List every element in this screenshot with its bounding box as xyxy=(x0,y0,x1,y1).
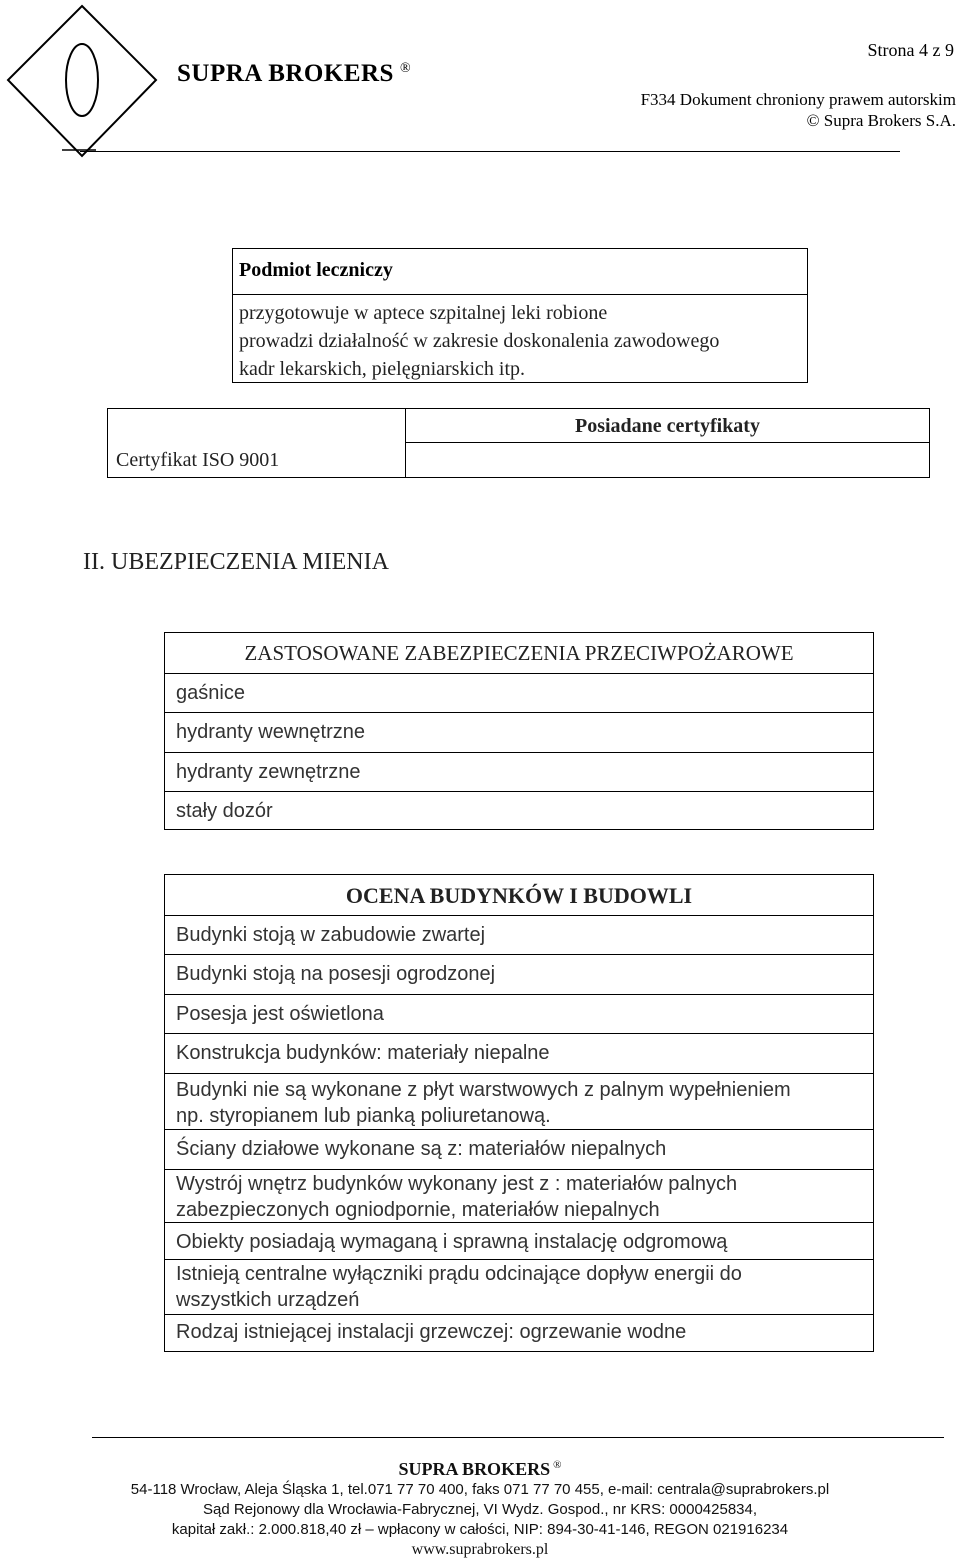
certyfikaty-table xyxy=(107,408,930,478)
ocena-line: Wystrój wnętrz budynków wykonany jest z : materiałów palnych xyxy=(176,1173,738,1195)
ocena-item xyxy=(165,994,873,1033)
certyfikaty-header: Posiadane certyfikaty xyxy=(406,409,929,443)
ocena-line: Budynki stoją w zabudowie zwartej xyxy=(176,924,486,946)
ocena-line: Konstrukcja budynków: materiały niepalne xyxy=(176,1042,550,1064)
podmiot-line: przygotowuje w aptece szpitalnej leki robione xyxy=(239,302,608,324)
certyfikat-cell xyxy=(108,409,406,477)
registered-mark: ® xyxy=(553,1459,562,1471)
footer-capital-info: kapitał zakł.: 2.000.818,40 zł – wpłacony w całości, NIP: 894-30-41-146, REGON 021916234 xyxy=(171,1521,789,1538)
footer-brand: SUPRA BROKERS ® xyxy=(398,1459,562,1479)
podmiot-line: prowadzi działalność w zakresie doskonalenia zawodowego xyxy=(239,330,720,352)
footer-website-link[interactable]: www.suprabrokers.pl xyxy=(411,1541,549,1558)
footer-divider xyxy=(92,1437,944,1438)
ocena-item xyxy=(165,1033,873,1073)
ocena-line: Rodzaj istniejącej instalacji grzewczej: ogrzewanie wodne xyxy=(176,1321,687,1343)
ocena-item xyxy=(165,1169,873,1222)
ocena-item xyxy=(165,1314,873,1350)
ocena-header: OCENA BUDYNKÓW I BUDOWLI xyxy=(345,883,693,908)
footer-address: 54-118 Wrocław, Aleja Śląska 1, tel.071 77 70 400, faks 071 77 70 455, e-mail: centrala@suprabrokers.pl xyxy=(130,1481,830,1498)
ocena-line: Budynki nie są wykonane z płyt warstwowych z palnym wypełnieniem xyxy=(176,1079,791,1101)
copyright-notice: F334 Dokument chroniony prawem autorskim xyxy=(640,90,956,109)
zabezpieczenia-item: hydranty zewnętrzne xyxy=(165,752,873,792)
ocena-line: Obiekty posiadają wymaganą i sprawną instalację odgromową xyxy=(176,1231,728,1253)
footer-court-registration: Sąd Rejonowy dla Wrocławia-Fabrycznej, VI Wydz. Gospod., nr KRS: 0000425834, xyxy=(202,1501,758,1518)
ocena-item xyxy=(165,915,873,954)
header-brand: SUPRA BROKERS ® xyxy=(177,60,412,87)
podmiot-table xyxy=(232,248,808,383)
ocena-line: Posesja jest oświetlona xyxy=(176,1003,384,1025)
header-divider xyxy=(80,151,900,152)
zabezpieczenia-header: ZASTOSOWANE ZABEZPIECZENIA PRZECIWPOŻAROWE xyxy=(244,641,794,665)
section-title: II. UBEZPIECZENIA MIENIA xyxy=(83,549,389,575)
ocena-item xyxy=(165,1129,873,1169)
copyright-owner: © Supra Brokers S.A. xyxy=(806,111,956,130)
zabezpieczenia-item: gaśnice xyxy=(165,673,873,713)
ocena-item xyxy=(165,1222,873,1259)
ocena-line: Ściany działowe wykonane są z: materiałów niepalnych xyxy=(176,1138,667,1160)
zabezpieczenia-table xyxy=(164,632,874,830)
certyfikaty-header-cell xyxy=(406,409,929,477)
ocena-line: Budynki stoją na posesji ogrodzonej xyxy=(176,963,496,985)
ocena-line: Istnieją centralne wyłączniki prądu odcinające dopływ energii do xyxy=(176,1263,742,1285)
registered-mark: ® xyxy=(399,60,412,76)
podmiot-details xyxy=(233,294,807,382)
zabezpieczenia-item: stały dozór xyxy=(165,791,873,829)
ocena-item xyxy=(165,954,873,994)
certyfikat-value: Certyfikat ISO 9001 xyxy=(116,449,280,471)
zabezpieczenia-item: hydranty wewnętrzne xyxy=(165,712,873,752)
podmiot-line: kadr lekarskich, pielęgniarskich itp. xyxy=(239,358,526,380)
ocena-line: zabezpieczonych ogniodpornie, materiałów niepalnych xyxy=(176,1199,660,1221)
ocena-line: wszystkich urządzeń xyxy=(176,1289,360,1311)
ocena-line: np. styropianem lub pianką poliuretanową. xyxy=(176,1105,551,1127)
podmiot-title: Podmiot leczniczy xyxy=(239,259,393,281)
ocena-item xyxy=(165,1073,873,1129)
company-logo-icon xyxy=(0,0,200,162)
ocena-item xyxy=(165,1259,873,1314)
page-number: Strona 4 z 9 xyxy=(867,40,954,60)
ocena-table xyxy=(164,874,874,1352)
